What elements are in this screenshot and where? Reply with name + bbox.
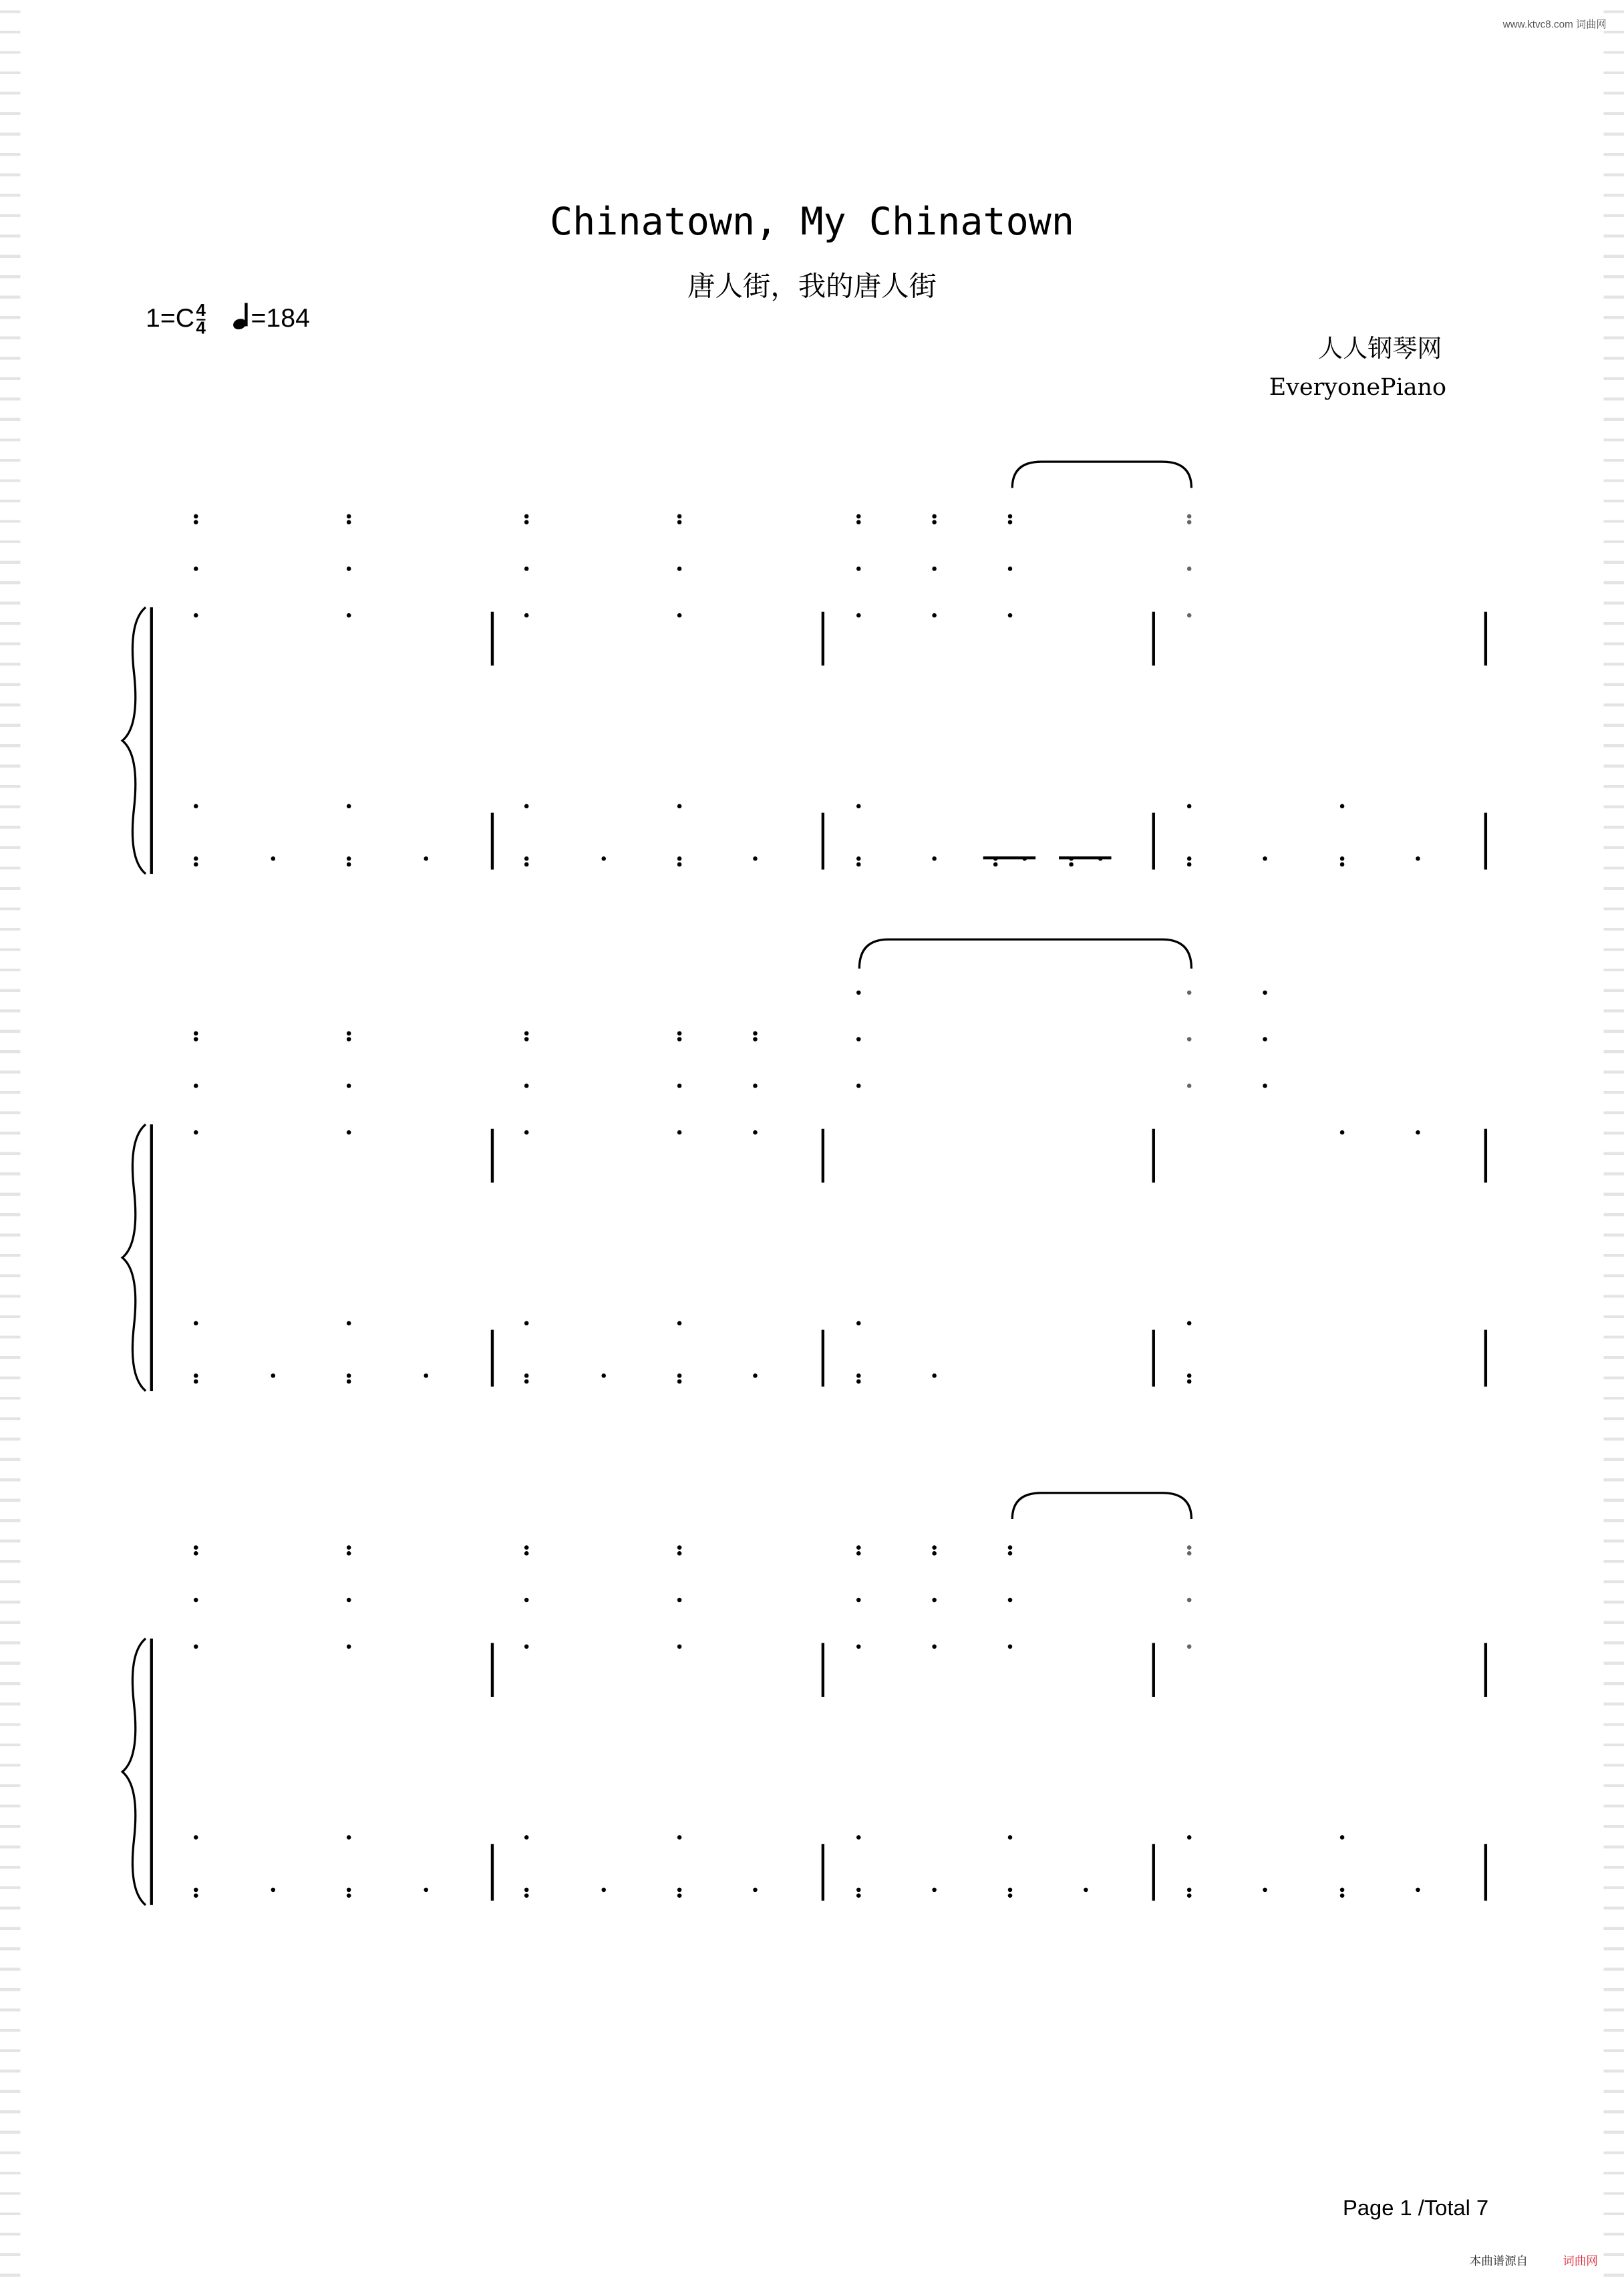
brand-source-text: 本曲谱源自 <box>1469 2255 1528 2268</box>
page-indicator: Page 1 /Total 7 <box>1343 2196 1489 2221</box>
song-subtitle: 唐人街，我的唐人街 <box>687 271 937 303</box>
system-brace <box>122 1639 146 1905</box>
octave-dot <box>1339 862 1344 867</box>
octave-dot <box>1339 1130 1344 1135</box>
tie-arc <box>859 939 1191 969</box>
key-signature: 1=C <box>146 303 195 333</box>
octave-dot <box>1415 856 1420 861</box>
octave-dot <box>1415 1130 1420 1135</box>
time-denominator: 4 <box>196 317 206 338</box>
tie-arc <box>1012 462 1191 488</box>
eighth-underline <box>1059 856 1111 858</box>
system-brace <box>122 607 146 874</box>
octave-dot <box>1339 856 1344 861</box>
eighth-underline <box>983 856 1035 858</box>
tie-arc <box>1012 1493 1191 1519</box>
octave-dot <box>1339 1835 1344 1840</box>
song-title: Chinatown, My Chinatown <box>550 200 1074 245</box>
site-url: www.ktvc8.com 词曲网 <box>1502 20 1607 31</box>
publisher-cn: 人人钢琴网 <box>1318 335 1442 365</box>
time-numerator: 4 <box>196 300 206 321</box>
tempo: =184 <box>251 303 310 333</box>
system-brace <box>122 1124 146 1391</box>
publisher-en: EveryonePiano <box>1269 373 1447 401</box>
brand-name: 词曲网 <box>1563 2255 1598 2268</box>
